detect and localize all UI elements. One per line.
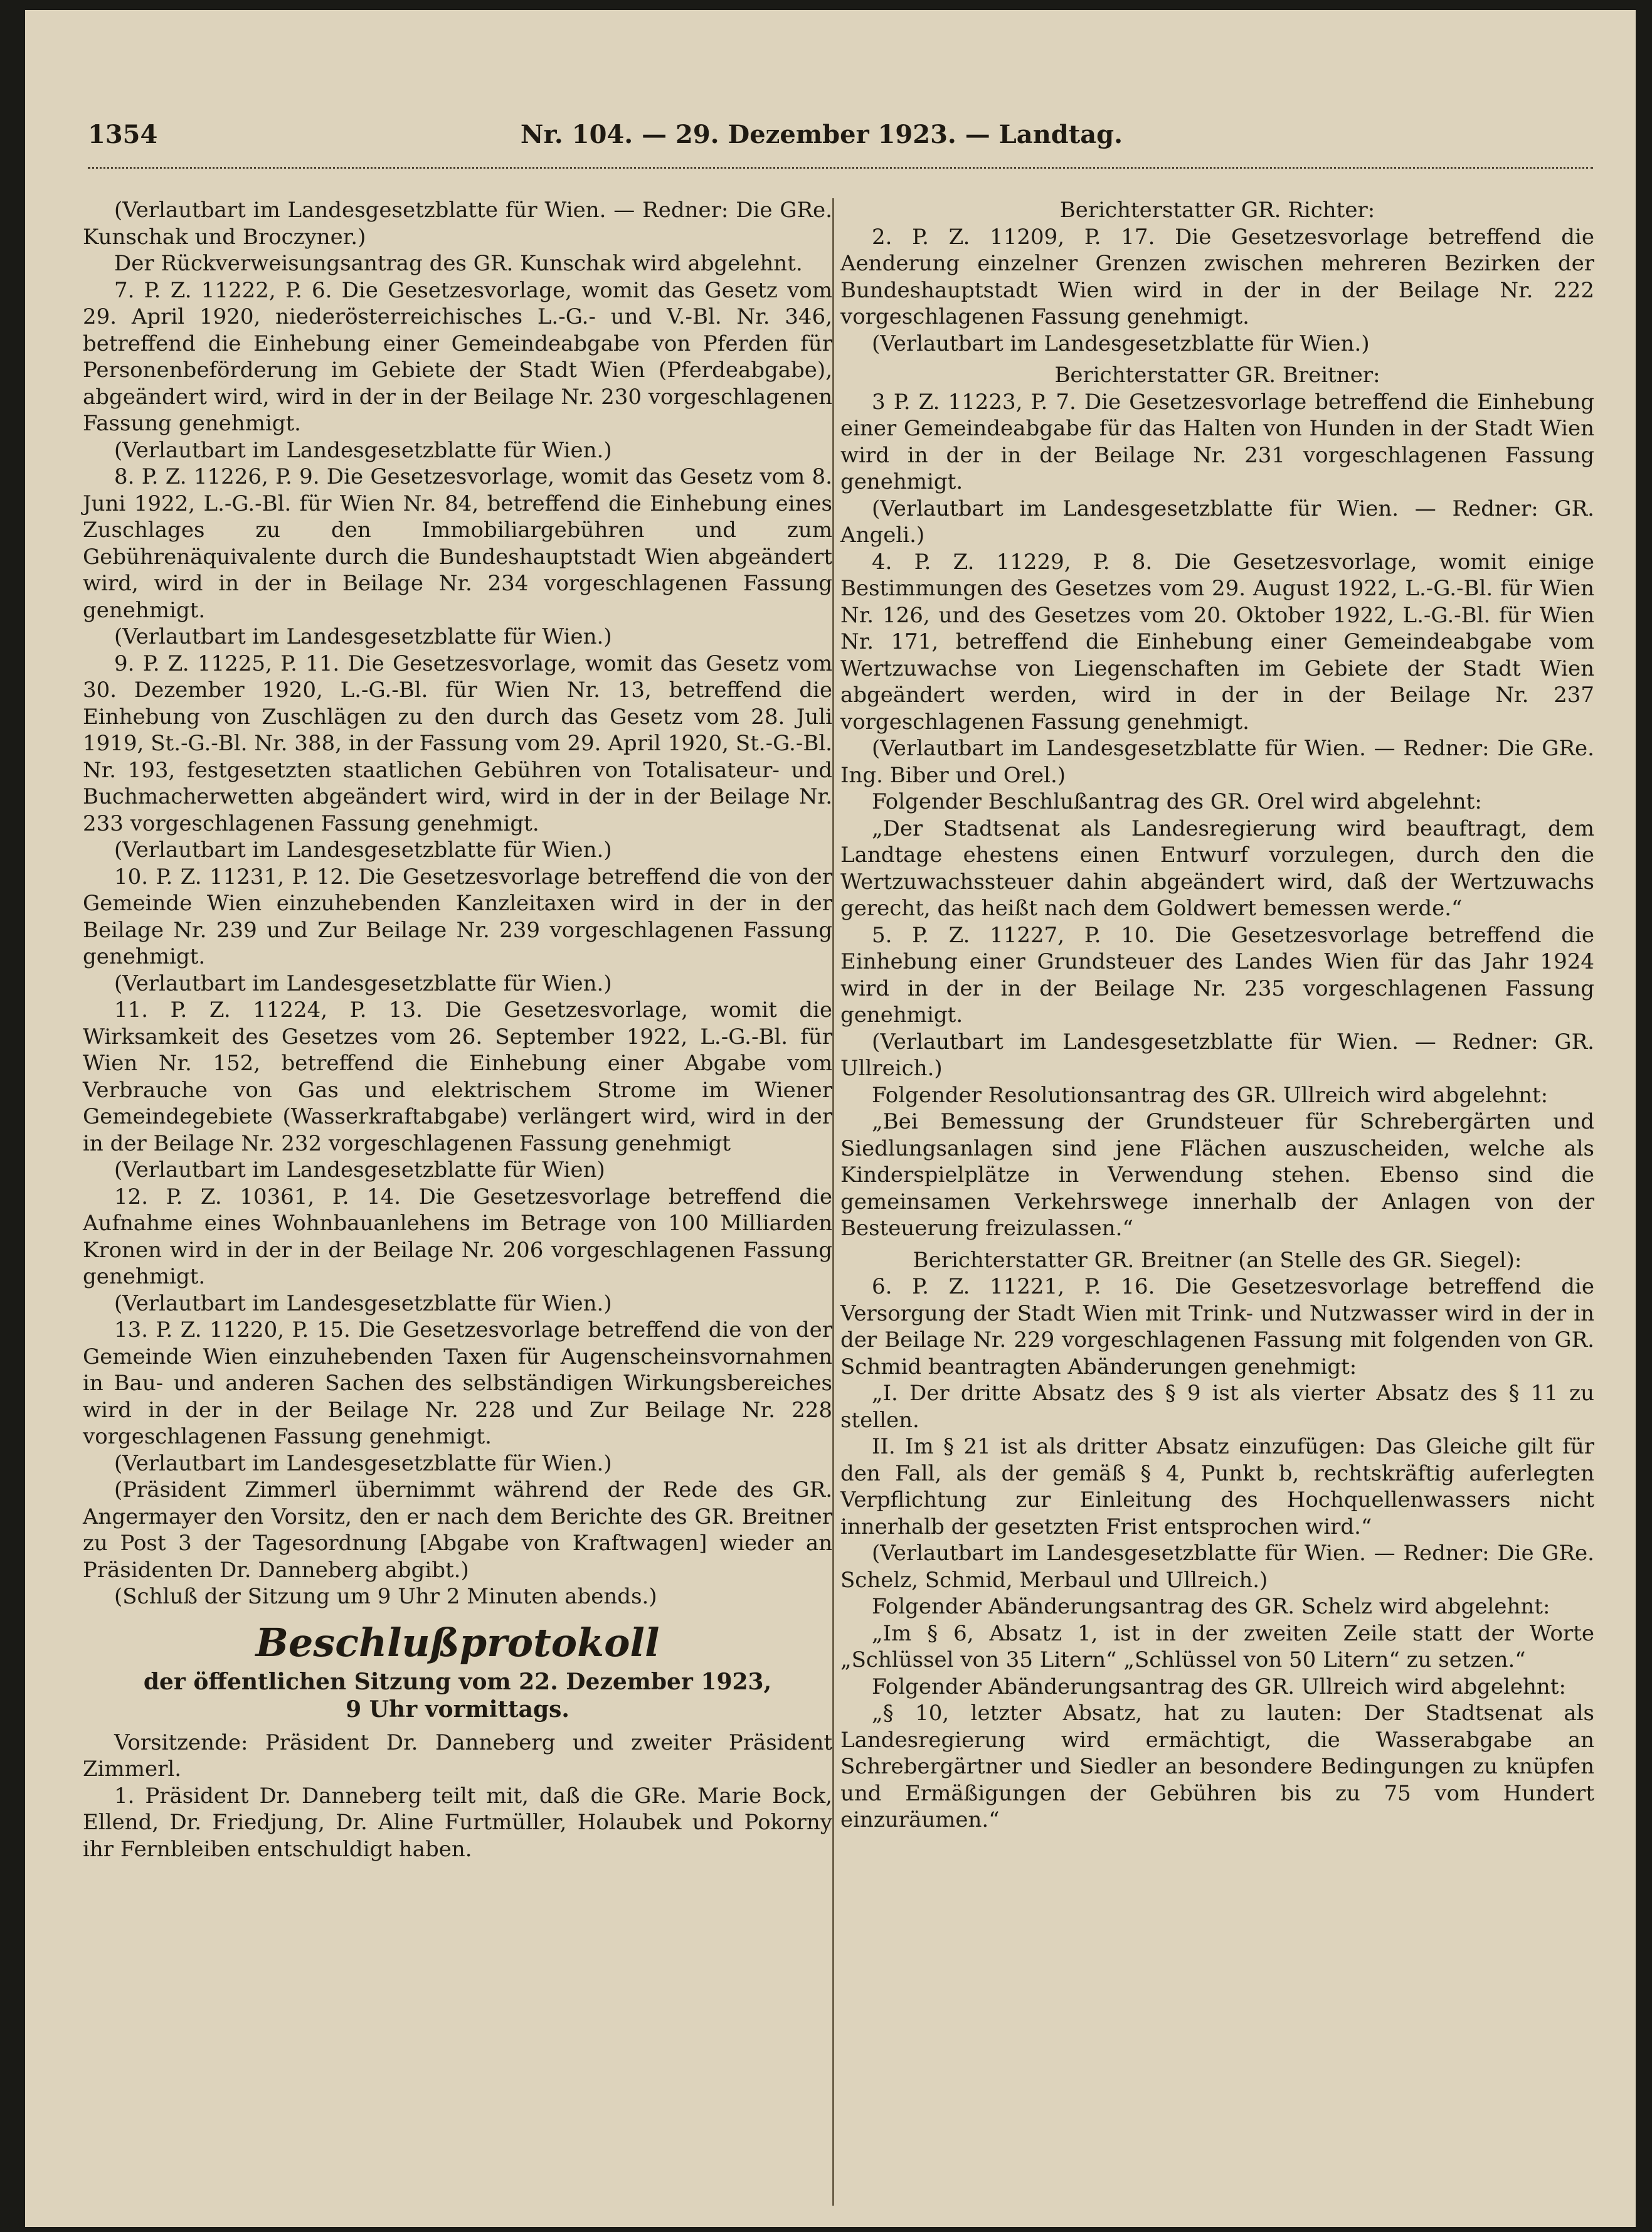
left-paragraph: 7. P. Z. 11222, P. 6. Die Gesetzesvorlage, womit das Gesetz vom 29. April 1920, niederösterreichisches L.-G.- und V.-Bl. Nr. 346, betreffend die Einhebung einer Gemeindeabgabe von Pferden für Personenbeförderung im Gebiete der Stadt Wien (Pferdeabgabe), abgeändert wird, wird in der in der Beilage Nr. 230 vorgeschlagenen Fassung genehmigt.: [83, 277, 832, 436]
left-annotation: (Verlautbart im Landesgesetzblatte für Wien.): [114, 837, 612, 863]
right-paragraph: „§ 10, letzter Absatz, hat zu lauten: Der Stadtsenat als Landesregierung wird ermächtigt, die Wasserabgabe an Schrebergärtner und Siedler an besondere Bedingungen zu knüpfen und Ermäßigungen der Gebühren bis zu 75 vom Hundert einzuräumen.“: [840, 1701, 1594, 1832]
right-column-items: [840, 197, 1594, 1834]
left-annotation: (Verlautbart im Landesgesetzblatte für Wien.): [114, 1450, 612, 1476]
page-number: 1354: [88, 120, 158, 149]
left-paragraph: 11. P. Z. 11224, P. 13. Die Gesetzesvorlage, womit die Wirksamkeit des Gesetzes vom 26. September 1922, L.-G.-Bl. für Wien Nr. 152, betreffend die Einhebung einer Abgabe vom Verbrauche von Gas und elektrischem Strome im Wiener Gemeindegebiete (Wasserkraftabgabe) verlängert wird, wird in der in der Beilage Nr. 232 vorgeschlagenen Fassung genehmigt: [83, 997, 832, 1156]
issue-title: Nr. 104. — 29. Dezember 1923. — Landtag.: [520, 120, 1123, 149]
right-paragraph: Folgender Resolutionsantrag des GR. Ullreich wird abgelehnt:: [872, 1082, 1549, 1108]
right-reporter-heading: Berichterstatter GR. Breitner:: [1054, 363, 1380, 388]
column-divider: [832, 198, 834, 2206]
right-paragraph: 3 P. Z. 11223, P. 7. Die Gesetzesvorlage betreffend die Einhebung einer Gemeindeabgabe für das Halten von Hunden in der Stadt Wien wird in der in der Beilage Nr. 231 vorgeschlagenen Fassung genehmigt.: [840, 389, 1594, 494]
right-paragraph: 5. P. Z. 11227, P. 10. Die Gesetzesvorlage betreffend die Einhebung einer Grundsteuer des Landes Wien für das Jahr 1924 wird in der in der Beilage Nr. 235 vorgeschlagenen Fassung genehmigt.: [840, 922, 1594, 1028]
right-paragraph: „Der Stadtsenat als Landesregierung wird beauftragt, dem Landtage ehestens einen Entwurf vorzulegen, durch den die Wertzuwachssteuer dahin abgeändert wird, daß der Wertzuwachs gerecht, das heißt nach dem Goldwert bemessen werde.“: [840, 816, 1594, 921]
left-annotation: (Verlautbart im Landesgesetzblatte für Wien.): [114, 437, 612, 463]
left-annotation: (Verlautbart im Landesgesetzblatte für Wien): [114, 1157, 605, 1182]
left-column-items: [83, 197, 832, 1610]
spacer: [840, 1242, 1594, 1247]
left-paragraph: 8. P. Z. 11226, P. 9. Die Gesetzesvorlage, womit das Gesetz vom 8. Juni 1922, L.-G.-Bl. für Wien Nr. 84, betreffend die Einhebung eines Zuschlages zu den Immobiliargebühren und zum Gebührenäquivalente durch die Bundeshauptstadt Wien abgeändert wird, wird in der in Beilage Nr. 234 vorgeschlagenen Fassung genehmigt.: [83, 464, 832, 623]
right-paragraph: „Im § 6, Absatz 1, ist in der zweiten Zeile statt der Worte „Schlüssel von 35 Litern“ „Schlüssel von 50 Litern“ zu setzen.“: [840, 1620, 1594, 1672]
right-paragraph: „I. Der dritte Absatz des § 9 ist als vierter Absatz des § 11 zu stellen.: [840, 1381, 1594, 1433]
left-annotation: (Schluß der Sitzung um 9 Uhr 2 Minuten abends.): [114, 1584, 657, 1609]
right-reporter-heading: Berichterstatter GR. Richter:: [1059, 198, 1375, 223]
left-paragraph: Der Rückverweisungsantrag des GR. Kunschak wird abgelehnt.: [114, 251, 803, 276]
left-column: [83, 197, 832, 1863]
right-paragraph: Folgender Abänderungsantrag des GR. Ullreich wird abgelehnt:: [872, 1674, 1566, 1699]
left-paragraph: 10. P. Z. 11231, P. 12. Die Gesetzesvorlage betreffend die von der Gemeinde Wien einzuhebenden Kanzleitaxen wird in der in der Beilage Nr. 239 und Zur Beilage Nr. 239 vorgeschlagenen Fassung genehmigt.: [83, 864, 832, 969]
right-paragraph: 4. P. Z. 11229, P. 8. Die Gesetzesvorlage, womit einige Bestimmungen des Gesetzes vom 29. August 1922, L.-G.-Bl. für Wien Nr. 126, und des Gesetzes vom 20. Oktober 1922, L.-G.-Bl. für Wien Nr. 171, betreffend die Einhebung einer Gemeindeabgabe vom Wertzuwachse von Liegenschaften im Gebiete der Stadt Wien abgeändert werden, wird in der in der Beilage Nr. 237 vorgeschlagenen Fassung genehmigt.: [840, 549, 1594, 735]
left-paragraph: 9. P. Z. 11225, P. 11. Die Gesetzesvorlage, womit das Gesetz vom 30. Dezember 1920, L.-G.-Bl. für Wien Nr. 13, betreffend die Einhebung von Zuschlägen zu den durch das Gesetz vom 28. Juli 1919, St.-G.-Bl. Nr. 388, in der Fassung vom 29. April 1920, St.-G.-Bl. Nr. 193, festgesetzten staatlichen Gebühren von Totalisateur- und Buchmacherwetten abgeändert wird, wird in der in der Beilage Nr. 233 vorgeschlagenen Fassung genehmigt.: [83, 651, 832, 836]
left-annotation: (Verlautbart im Landesgesetzblatte für Wien.): [114, 624, 612, 649]
right-annotation: (Verlautbart im Landesgesetzblatte für Wien. — Redner: GR. Angeli.): [840, 496, 1594, 548]
right-paragraph: II. Im § 21 ist als dritter Absatz einzufügen: Das Gleiche gilt für den Fall, als der gemäß § 4, Punkt b, rechtskräftig auferlegten Verpflichtung zur Einleitung des Hochquellenwassers nicht innerhalb der gesetzten Frist entsprochen wird.“: [840, 1434, 1594, 1539]
right-annotation: (Verlautbart im Landesgesetzblatte für Wien. — Redner: Die GRe. Ing. Biber und Orel.): [840, 736, 1594, 788]
page-header: [88, 120, 1555, 164]
newspaper-page: [25, 10, 1636, 2227]
header-divider: [88, 167, 1593, 169]
spacer: [840, 357, 1594, 362]
right-paragraph: Folgender Beschlußantrag des GR. Orel wird abgelehnt:: [872, 789, 1482, 814]
protocol-chair: Vorsitzende: Präsident Dr. Danneberg und zweiter Präsident Zimmerl.: [83, 1730, 832, 1782]
protocol-title: Beschlußprotokoll: [255, 1619, 660, 1666]
left-annotation: (Verlautbart im Landesgesetzblatte für Wien.): [114, 1290, 612, 1316]
protocol-subtitle-line-2: 9 Uhr vormittags.: [346, 1696, 569, 1723]
right-annotation: (Verlautbart im Landesgesetzblatte für Wien. — Redner: GR. Ullreich.): [840, 1029, 1594, 1081]
protocol-subtitle-line-1: der öffentlichen Sitzung vom 22. Dezember 1923,: [143, 1668, 772, 1695]
right-reporter-heading: Berichterstatter GR. Breitner (an Stelle des GR. Siegel):: [913, 1247, 1522, 1273]
left-paragraph: 13. P. Z. 11220, P. 15. Die Gesetzesvorlage betreffend die von der Gemeinde Wien einzuhebenden Taxen für Augenscheinsvornahmen in Bau- und anderen Sachen des selbständigen Wirkungsbereiches wird in der in der Beilage Nr. 228 und Zur Beilage Nr. 228 vorgeschlagenen Fassung genehmigt.: [83, 1317, 832, 1449]
right-paragraph: „Bei Bemessung der Grundsteuer für Schrebergärten und Siedlungsanlagen sind jene Flächen auszuscheiden, welche als Kinderspielplätze in Verwendung stehen. Ebenso sind die gemeinsamen Verkehrswege innerhalb der Anlagen von der Besteuerung freizulassen.“: [840, 1109, 1594, 1241]
left-annotation: (Verlautbart im Landesgesetzblatte für Wien.): [114, 970, 612, 996]
left-paragraph: 12. P. Z. 10361, P. 14. Die Gesetzesvorlage betreffend die Aufnahme eines Wohnbauanlehens im Betrage von 100 Milliarden Kronen wird in der in der Beilage Nr. 206 vorgeschlagenen Fassung genehmigt.: [83, 1184, 832, 1289]
left-annotation: (Verlautbart im Landesgesetzblatte für Wien. — Redner: Die GRe. Kunschak und Broczyner.): [83, 198, 832, 250]
right-annotation: (Verlautbart im Landesgesetzblatte für Wien. — Redner: Die GRe. Schelz, Schmid, Merbaul und Ullreich.): [840, 1541, 1594, 1593]
protocol-item-1: 1. Präsident Dr. Danneberg teilt mit, daß die GRe. Marie Bock, Ellend, Dr. Friedjung, Dr. Aline Furtmüller, Holaubek und Pokorny ihr Fernbleiben entschuldigt haben.: [83, 1783, 832, 1862]
right-annotation: (Verlautbart im Landesgesetzblatte für Wien.): [872, 331, 1370, 356]
right-paragraph: Folgender Abänderungsantrag des GR. Schelz wird abgelehnt:: [872, 1594, 1550, 1619]
right-paragraph: 2. P. Z. 11209, P. 17. Die Gesetzesvorlage betreffend die Aenderung einzelner Grenzen zwischen mehreren Bezirken der Bundeshauptstadt Wien wird in der in der Beilage Nr. 222 vorgeschlagenen Fassung genehmigt.: [840, 224, 1594, 329]
left-annotation: (Präsident Zimmerl übernimmt während der Rede des GR. Angermayer den Vorsitz, den er nach dem Berichte des GR. Breitner zu Post 3 der Tagesordnung [Abgabe von Kraftwagen] wieder an Präsidenten Dr. Danneberg abgibt.): [83, 1477, 832, 1583]
protocol-subtitle: [83, 1668, 832, 1723]
right-paragraph: 6. P. Z. 11221, P. 16. Die Gesetzesvorlage betreffend die Versorgung der Stadt Wien mit Trink- und Nutzwasser wird in der in der Beilage Nr. 229 vorgeschlagenen Fassung mit folgenden von GR. Schmid beantragten Abänderungen genehmigt:: [840, 1274, 1594, 1379]
right-column: [840, 197, 1594, 1834]
